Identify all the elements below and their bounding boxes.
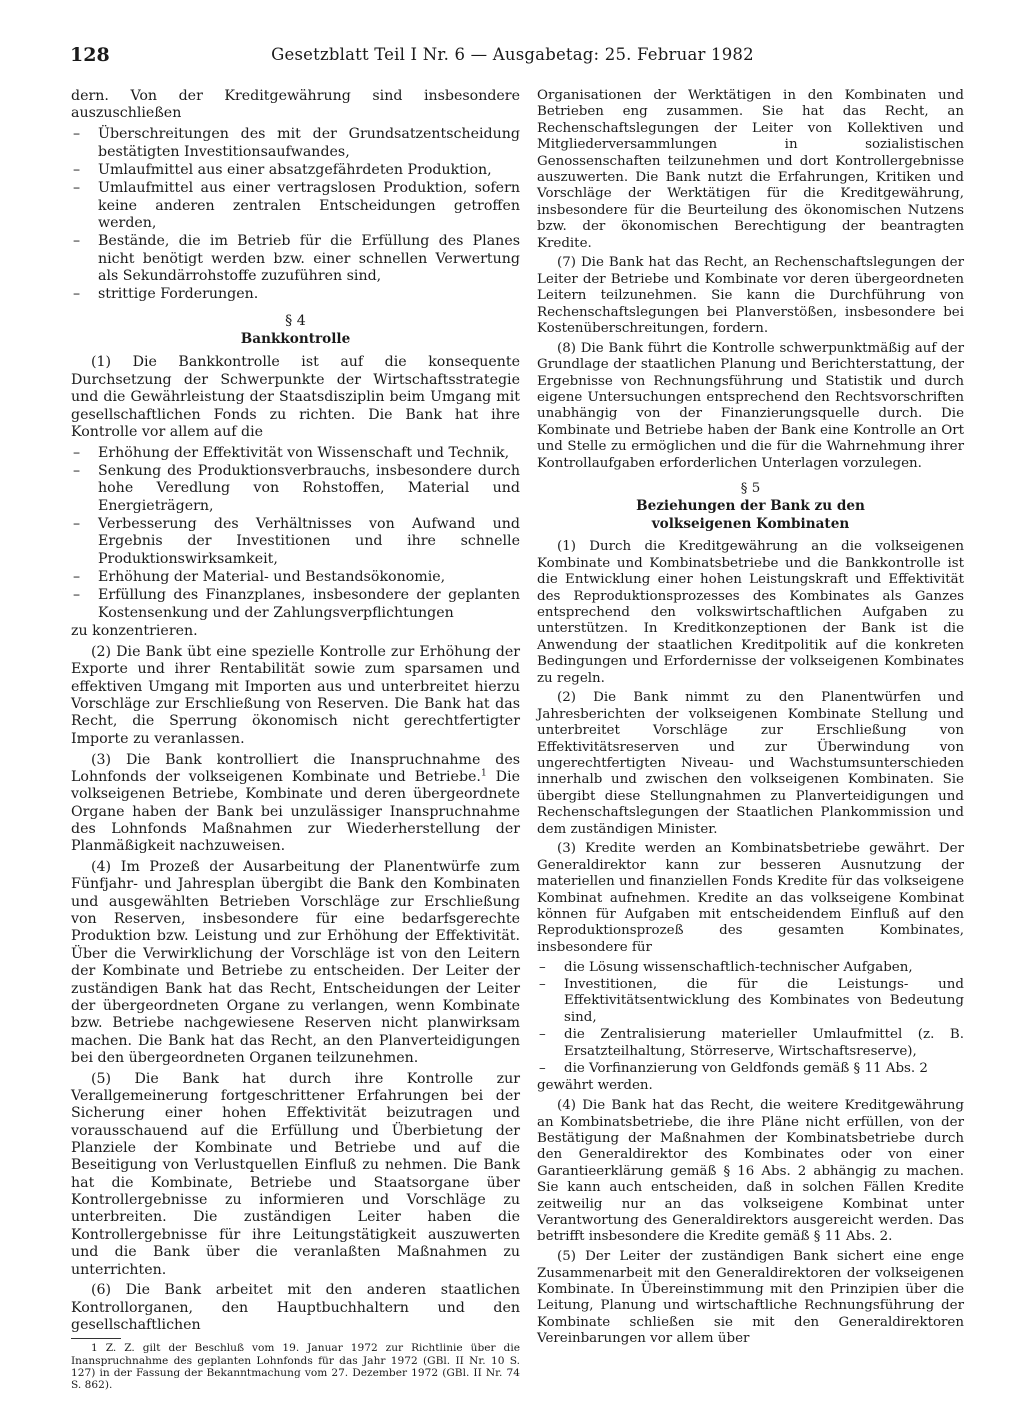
right-column [537, 88, 964, 1351]
footnote-ref: 1 [480, 768, 487, 779]
page-title: Gesetzblatt Teil I Nr. 6 — Ausgabetag: 25. Februar 1982 [271, 45, 754, 64]
paragraph: (1) Die Bankkontrolle ist auf die konsequente Durchsetzung der Schwerpunkte der Wirtschaftsstrategie und die Gewährleistung der Staatsdisziplin beim Umgang mit gesellschaftlichen Fonds zu richten. Die Bank hat ihre Kontrolle vor allem auf die [71, 354, 520, 440]
paragraph: zu konzentrieren. [71, 623, 198, 640]
paragraph: (7) Die Bank hat das Recht, an Rechenschaftslegungen der Leiter der Betriebe und Kombinate vor deren übergeordneten Leitern teilzunehmen. Sie kann die Durchführung von Rechenschaftslegungen bei Planverstößen, insbesondere bei Kostenüberschreitungen, fordern. [537, 255, 964, 336]
list-item: – Erfüllung des Finanzplanes, insbesondere der geplanten Kostensenkung und der Zahlungsverpflichtungen [73, 587, 520, 621]
list-item: – Erhöhung der Material- und Bestandsökonomie, [73, 569, 446, 586]
section-number: § 5 [740, 480, 761, 496]
list-item: – strittige Forderungen. [73, 286, 259, 303]
list-item: – Umlaufmittel aus einer vertragslosen Produktion, sofern keine anderen zentralen Entscheidungen getroffen werden, [73, 180, 520, 231]
list-item: – die Vorfinanzierung von Geldfonds gemäß § 11 Abs. 2 [539, 1060, 928, 1076]
page-number: 128 [70, 44, 110, 66]
paragraph: (1) Durch die Kreditgewährung an die volkseigenen Kombinate und Kombinatsbetriebe und die Bankkontrolle ist die Entwicklung einer hohen Leistungskraft und Effektivität des Reproduktionsprozesses des Kombinates als Ganzes entsprechend den volkswirtschaftlichen Aufgaben zu unterstützen. In Kreditkonzeptionen der Bank ist die Anwendung der staatlichen Kreditpolitik auf die konkreten Bedingungen und Erfordernisse der volkseigenen Kombinates zu regeln. [537, 539, 964, 686]
list-item: – Verbesserung des Verhältnisses von Aufwand und Ergebnis der Investitionen und ihre schnelle Produktionswirksamkeit, [73, 516, 520, 567]
list-item: – Erhöhung der Effektivität von Wissenschaft und Technik, [73, 444, 510, 461]
paragraph: Organisationen der Werktätigen in den Kombinaten und Betrieben eng zusammen. Sie hat das Recht, an Rechenschaftslegungen der Leiter von Kollektiven und Mitgliederversammlungen in sozialistischen Genossenschaften teilzunehmen und dort Kontrollergebnisse auszuwerten. Die Bank nutzt die Erfahrungen, Kritiken und Vorschläge der Werktätigen für die Kreditgewährung, insbesondere für die Beurteilung des ökonomischen Nutzens bzw. der ökonomischen Berechtigung der beantragten Kredite. [537, 88, 964, 251]
list-item: – Umlaufmittel aus einer absatzgefährdeten Produktion, [73, 161, 492, 178]
paragraph: (2) Die Bank übt eine spezielle Kontrolle zur Erhöhung der Exporte und ihrer Rentabilität sowie zum sparsamen und effektiven Umgang mit Importen aus und unterbreitet hierzu Vorschläge zur Erschließung von Reserven. Die Bank hat das Recht, die Sperrung ökonomisch nicht gerechtfertigter Importe zu veranlassen. [71, 643, 520, 747]
list-item: – Senkung des Produktionsverbrauchs, insbesondere durch hohe Veredlung von Rohstoffen, Material und Energieträgern, [73, 463, 520, 514]
paragraph: gewährt werden. [537, 1078, 653, 1094]
list-item: – Bestände, die im Betrieb für die Erfüllung des Planes nicht benötigt werden bzw. einer schnellen Verwertung als Sekundärrohstoffe zuzuführen sind, [73, 233, 520, 284]
paragraph: (4) Im Prozeß der Ausarbeitung der Planentwürfe zum Fünfjahr- und Jahresplan übergibt die Bank den Kombinaten und ausgewählten Betrieben Vorschläge zur Erschließung von Reserven, insbesondere für eine bedarfsgerechte Produktion bzw. Leistung und zur Erhöhung der Effektivität. Über die Verwirklichung der Vorschläge ist von den Leitern der Kombinate und Betriebe zu entscheiden. Der Leiter der zuständigen Bank hat das Recht, Entscheidungen der Leiter der übergeordneten Organe zu verlangen, wenn Kombinate bzw. Betriebe nachgewiesene Reserven nicht planwirksam machen. Die Bank hat das Recht, an den Planverteidigungen bei den übergeordneten Organen teilzunehmen. [71, 859, 520, 1066]
paragraph: dern. Von der Kreditgewährung sind insbesondere auszuschließen [71, 88, 520, 122]
paragraph: (8) Die Bank führt die Kontrolle schwerpunktmäßig auf der Grundlage der staatlichen Planung und Berichterstattung, der Ergebnisse von Rechnungsführung und Statistik und durch eigene Untersuchungen entsprechend den Rechtsvorschriften unabhängig von der Finanzierungsquelle durch. Die Kombinate und Betriebe haben der Bank eine Kontrolle an Ort und Stelle zu ermöglichen und die für die Wahrnehmung ihrer Kontrollaufgaben erforderlichen Unterlagen vorzulegen. [537, 340, 964, 471]
list-item: – Investitionen, die für die Leistungs- und Effektivitätsentwicklung des Kombinates von Bedeutung sind, [539, 977, 964, 1025]
paragraph: (2) Die Bank nimmt zu den Planentwürfen und Jahresberichten der volkseigenen Kombinate Stellung und unterbreitet Vorschläge zur Erschließung von Effektivitätsreserven und zur Überwindung von ungerechtfertigten Niveau- und Wachstumsunterschieden innerhalb und zwischen den volkseigenen Kombinaten. Sie übergibt diese Stellungnahmen zu Planverteidigungen und Rechenschaftslegungen der Staatlichen Plankommission und dem zuständigen Minister. [537, 690, 964, 837]
paragraph: (5) Die Bank hat durch ihre Kontrolle zur Verallgemeinerung fortgeschrittener Erfahrungen bei der Sicherung einer hohen Effektivität beizutragen und vorausschauend auf die Erfüllung und Überbietung der Planziele der Kombinate und Betriebe und auf die Beseitigung von Verlustquellen Einfluß zu nehmen. Die Bank hat die Kombinate, Betriebe und Staatsorgane über Kontrollergebnisse zu informieren und Vorschläge zu unterbreiten. Die zuständigen Leiter haben die Kontrollergebnisse für ihre Leitungstätigkeit auszuwerten und die Bank über die veranlaßten Maßnahmen zu unterrichten. [71, 1070, 520, 1278]
list-item: – Überschreitungen des mit der Grundsatzentscheidung bestätigten Investitionsaufwandes, [73, 126, 520, 160]
paragraph: (5) Der Leiter der zuständigen Bank sichert eine enge Zusammenarbeit mit den Generaldirektoren der volkseigenen Kombinate. In Übereinstimmung mit den Prinzipien über die Leitung, Planung und wirtschaftliche Rechnungsführung der Kombinate schließen sie mit den Generaldirektoren Vereinbarungen vor allem über [537, 1249, 964, 1347]
credit-purpose-list [537, 960, 964, 1078]
paragraph: (6) Die Bank arbeitet mit den anderen staatlichen Kontrollorganen, den Hauptbuchhaltern und den gesellschaftlichen [71, 1282, 520, 1334]
list-item: – die Lösung wissenschaftlich-technischer Aufgaben, [539, 959, 913, 975]
footnote: 1 Z. Z. gilt der Beschluß vom 19. Januar 1972 zur Richtlinie über die Inanspruchnahme des geplanten Lohnfonds für das Jahr 1972 (GBl. II Nr. 10 S. 127) in der Fassung der Bekanntmachung vom 27. Dezember 1972 (GBl. II Nr. 74 S. 862). [71, 1342, 520, 1392]
paragraph: (3) Die Bank kontrolliert die Inanspruchnahme des Lohnfonds der volkseigenen Kombinate und Betriebe.$^1$ Die volkseigenen Betriebe, Kombinate und deren übergeordnete Organe haben der Bank bei unzulässiger Inanspruchnahme des Lohnfonds Maßnahmen zur Wiederherstellung der Planmäßigkeit nachzuweisen. [71, 751, 520, 855]
control-focus-list [71, 445, 520, 622]
footnote-divider [71, 1338, 121, 1339]
paragraph: (3) Kredite werden an Kombinatsbetriebe gewährt. Der Generaldirektor kann zur besseren Ausnutzung der materiellen und finanziellen Fonds Kredite für das volkseigene Kombinat aufnehmen. Kredite an das volkseigene Kombinat können für Aufgaben mit entscheidendem Einfluß auf den Reproduktionsprozeß des gesamten Kombinates, insbesondere für [537, 841, 964, 955]
list-item: – die Zentralisierung materieller Umlaufmittel (z. B. Ersatzteilhaltung, Störreserve, Wirtschaftsreserve), [539, 1027, 964, 1059]
section-number: § 4 [285, 312, 306, 329]
left-column [71, 88, 520, 1392]
section-title: Beziehungen der Bank zu den volkseigenen Kombinaten [636, 498, 865, 532]
section-title: Bankkontrolle [240, 330, 351, 347]
paragraph: (4) Die Bank hat das Recht, die weitere Kreditgewährung an Kombinatsbetriebe, die ihre Pläne nicht erfüllen, von der Bestätigung der Maßnahmen der Kombinatsbetriebe durch den Generaldirektor des Kombinates oder von einer Garantieerklärung gemäß § 16 Abs. 2 abhängig zu machen. Sie kann auch entscheiden, daß in solchen Fällen Kredite zeitweilig nur an das volkseigene Kombinat unter Verantwortung des Generaldirektors ausgereicht werden. Das betrifft insbesondere die Kredite gemäß § 11 Abs. 2. [537, 1098, 964, 1245]
page-header [70, 44, 955, 70]
exclusion-list [71, 126, 520, 303]
